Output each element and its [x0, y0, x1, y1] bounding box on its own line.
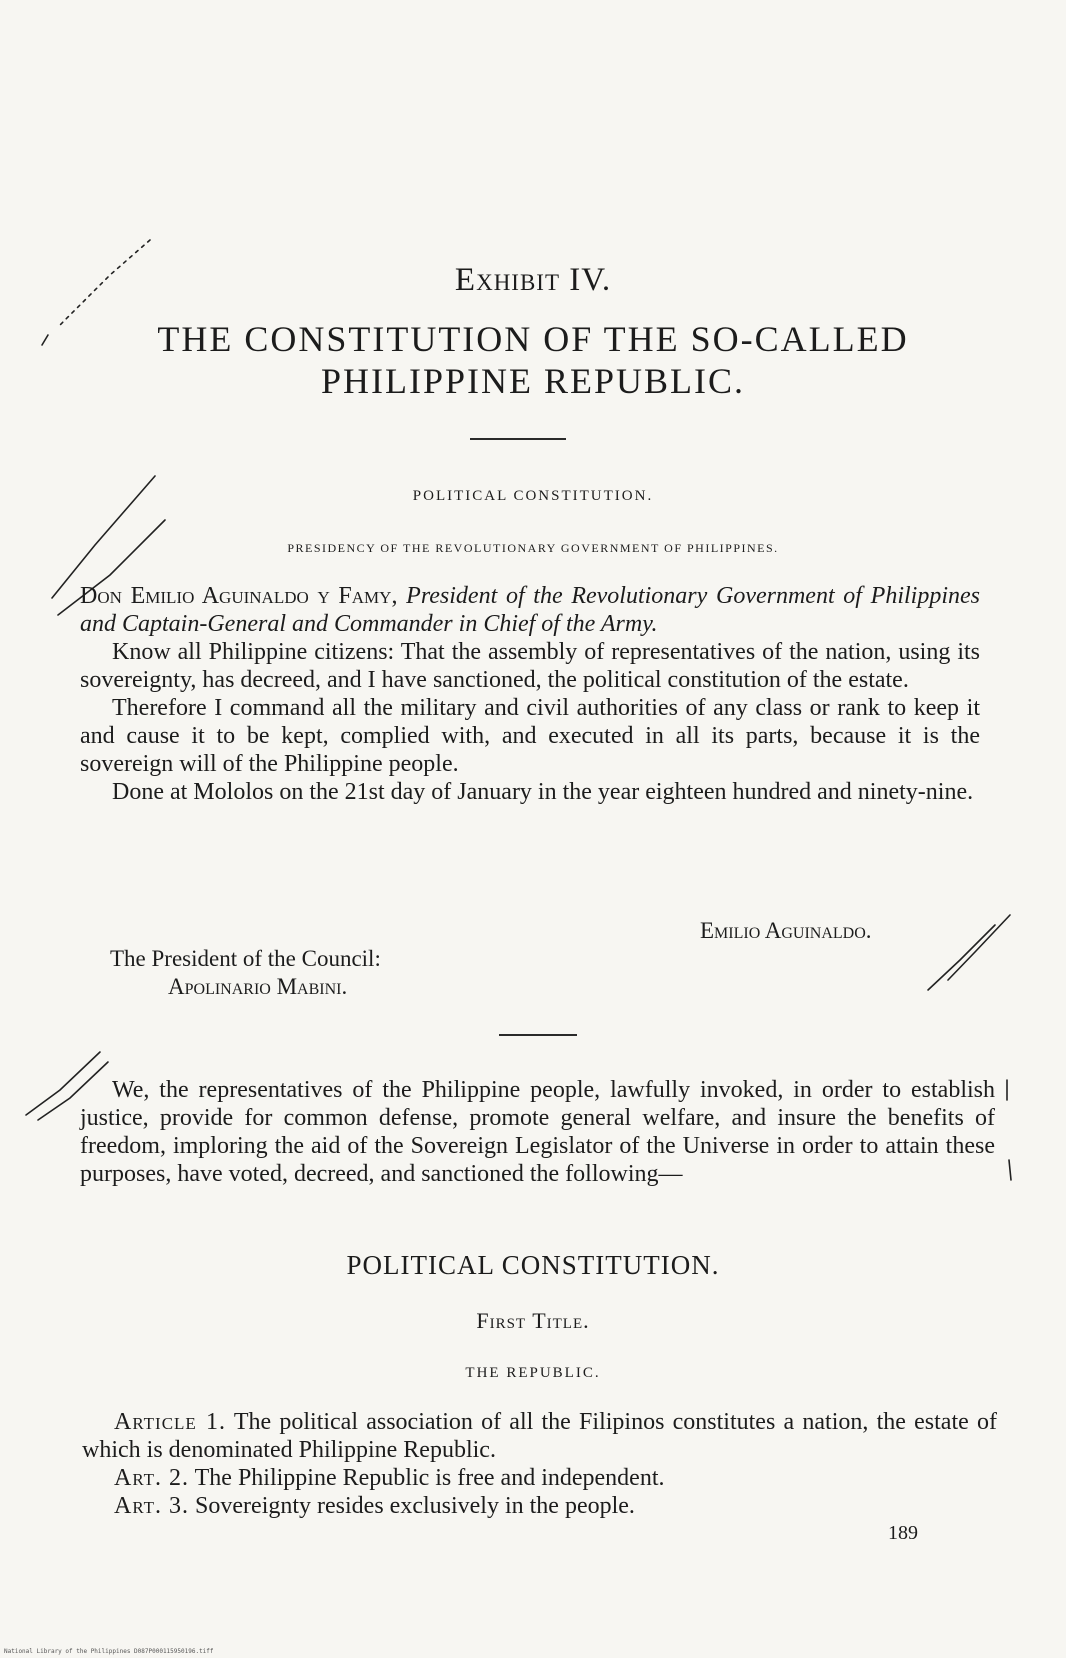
section-divider — [499, 1034, 577, 1036]
decree-text — [80, 582, 980, 806]
exhibit-label: Exhibit IV. — [454, 262, 612, 298]
decree-paragraph: Know all Philippine citizens: That the assembly of representatives of the nation, using its sovereignty, has decreed, and I have sanctioned, the political constitution of the estate. — [80, 639, 980, 693]
pencil-stroke — [928, 925, 995, 990]
article-label: Article 1. — [114, 1409, 227, 1435]
article-label: Art. 3. — [114, 1493, 190, 1519]
page-number: 189 — [888, 1522, 918, 1544]
article-item — [82, 1492, 997, 1520]
pencil-stroke — [948, 915, 1010, 980]
decree-subheading: PRESIDENCY OF THE REVOLUTIONARY GOVERNMENT OF PHILIPPINES. — [287, 541, 779, 555]
document-title-line-2: PHILIPPINE REPUBLIC. — [320, 361, 746, 401]
document-title-line-1: THE CONSTITUTION OF THE SO-CALLED — [157, 319, 909, 359]
article-item — [82, 1408, 997, 1464]
decree-paragraph: Done at Mololos on the 21st day of January in the year eighteen hundred and ninety-nine. — [112, 779, 974, 805]
signature-aguinaldo: Emilio Aguinaldo. — [700, 918, 872, 943]
article-label: Art. 2. — [114, 1465, 190, 1491]
issuer-title: President of the Revolutionary Government of Philippines and Captain-General and Commander in Chief of the Army. — [80, 583, 981, 637]
article-item — [82, 1464, 997, 1492]
article-text: Sovereignty resides exclusively in the people. — [195, 1493, 635, 1519]
council-label: The President of the Council: — [110, 946, 381, 971]
decree-paragraph: Therefore I command all the military and civil authorities of any class or rank to keep it and cause it to be kept, complied with, and executed in all its parts, because it is the sovereign will of the Philippine people. — [80, 695, 980, 777]
scan-footer: National Library of the Philippines D087P000115950196.tiff — [4, 1648, 214, 1655]
article-text: The political association of all the Filipinos constitutes a nation, the estate of which is denominated Philippine Republic. — [82, 1409, 997, 1463]
decree-heading: POLITICAL CONSTITUTION. — [412, 488, 654, 504]
first-title-heading: First Title. — [476, 1308, 590, 1333]
constitution-heading: POLITICAL CONSTITUTION. — [346, 1250, 720, 1280]
preamble — [80, 1076, 995, 1188]
section-divider — [470, 438, 566, 440]
article-text: The Philippine Republic is free and independent. — [194, 1465, 665, 1491]
issuer-name: Don Emilio Aguinaldo y Famy, — [80, 583, 398, 609]
articles-list — [82, 1408, 997, 1520]
preamble-text: We, the representatives of the Philippine people, lawfully invoked, in order to establish justice, provide for common defense, promote general welfare, and insure the benefits of freedom, imploring the aid of the Sovereign Legislator of the Universe in order to attain these purposes, have voted, decreed, and sanctioned the following— — [80, 1077, 995, 1187]
republic-section-heading: THE REPUBLIC. — [465, 1365, 601, 1381]
signature-mabini: Apolinario Mabini. — [168, 974, 348, 999]
